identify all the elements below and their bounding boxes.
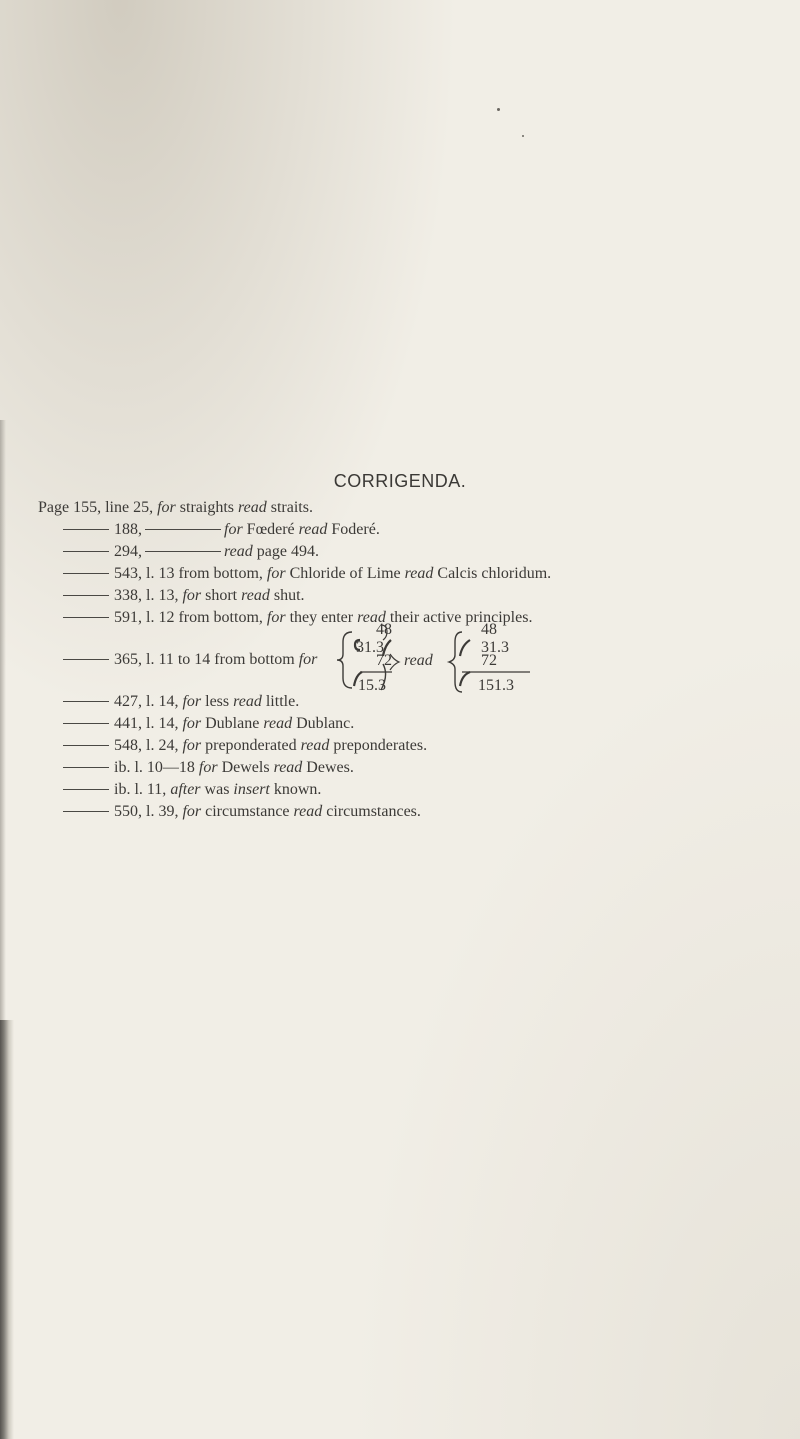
page-number: 365,: [114, 651, 142, 668]
ditto-dash: [63, 789, 109, 790]
read-word: read: [293, 803, 323, 820]
wrong-value: 72: [376, 652, 392, 669]
page-number: 427,: [114, 693, 142, 710]
wrong-text: less: [205, 693, 230, 710]
right-text: preponderates.: [333, 737, 428, 754]
ditto-dash: [63, 767, 109, 768]
right-text: shut.: [273, 587, 305, 604]
after-word: after: [170, 781, 201, 798]
page-number: 591,: [114, 609, 142, 626]
page-number: 338,: [114, 587, 142, 604]
for-word: for: [182, 715, 202, 732]
read-word: read: [300, 737, 330, 754]
right-text: little.: [265, 693, 300, 710]
page-number: 548,: [114, 737, 142, 754]
wrong-value: 15.3: [358, 677, 386, 694]
line-ref: l. 13,: [146, 587, 179, 604]
wrong-text: straights: [179, 499, 234, 516]
for-word: for: [198, 759, 218, 776]
wrong-value: 31.3: [356, 639, 384, 656]
right-text: circumstances.: [326, 803, 421, 820]
read-word: read: [233, 693, 262, 710]
for-word: for: [266, 565, 286, 582]
context-text: was: [204, 781, 230, 798]
line-ref: l. 11 to 14 from bottom: [146, 651, 295, 668]
line-ref: line 25,: [105, 499, 154, 516]
right-text: Dewes.: [306, 759, 354, 776]
line-ref: l. 24,: [146, 737, 179, 754]
page-number: 294,: [114, 543, 142, 560]
wrong-text: Dublane: [205, 715, 260, 732]
line-ref: l. 14,: [146, 693, 179, 710]
corrigendum-line: [63, 713, 354, 735]
ditto-dash: [63, 701, 109, 702]
wrong-text: Dewels: [221, 759, 270, 776]
read-word: read: [273, 759, 303, 776]
line-ref: l. 11,: [134, 781, 167, 798]
wrong-value: 48: [376, 621, 392, 638]
for-word: for: [157, 499, 176, 516]
right-text: straits.: [270, 499, 313, 516]
for-word: for: [182, 737, 202, 754]
right-text: Calcis chloridum.: [437, 565, 552, 582]
ditto-dash: [63, 811, 109, 812]
for-word: for: [298, 651, 318, 668]
right-text: Foderé.: [331, 521, 380, 538]
page-number: ib.: [114, 759, 131, 776]
wrong-text: they enter: [289, 609, 354, 626]
corrigendum-line: [63, 779, 321, 801]
right-text: their active principles.: [389, 609, 533, 626]
wrong-text: Fœderé: [246, 521, 295, 538]
for-word: for: [182, 803, 202, 820]
line-ref: l. 13 from bottom,: [146, 565, 263, 582]
page-title: CORRIGENDA.: [333, 471, 467, 491]
right-text: Dublanc.: [296, 715, 355, 732]
ditto-dash: [63, 723, 109, 724]
for-word: for: [266, 609, 286, 626]
page-number: 188,: [114, 521, 142, 538]
line-ref: l. 14,: [146, 715, 179, 732]
read-word: read: [357, 609, 386, 626]
wrong-text: short: [205, 587, 238, 604]
wrong-text: circumstance: [205, 803, 290, 820]
for-word: for: [182, 693, 202, 710]
insert-word: insert: [233, 781, 270, 798]
page-label: Page: [38, 499, 70, 516]
ditto-dash: [63, 745, 109, 746]
page-number: 543,: [114, 565, 142, 582]
wrong-text: Chloride of Lime: [289, 565, 401, 582]
corrigendum-line: [63, 757, 354, 779]
inner-brace: [460, 640, 470, 656]
read-word: read: [238, 499, 267, 516]
corrigendum-line: [63, 735, 427, 757]
right-value: 31.3: [481, 639, 509, 656]
right-text: known.: [273, 781, 322, 798]
page-number: ib.: [114, 781, 131, 798]
read-word: read: [404, 565, 434, 582]
line-ref: l. 10—18: [134, 759, 195, 776]
page-number: 155,: [73, 499, 102, 516]
corrigendum-line: [63, 801, 421, 823]
for-word: for: [224, 521, 243, 538]
right-value: 151.3: [478, 677, 514, 694]
page-number: 550,: [114, 803, 142, 820]
read-word: read: [404, 652, 433, 669]
read-word: read: [263, 715, 293, 732]
right-text: page 494.: [256, 543, 319, 560]
line-ref: l. 39,: [146, 803, 179, 820]
corrigendum-line: [63, 691, 299, 713]
page-number: 441,: [114, 715, 142, 732]
wrong-text: preponderated: [205, 737, 297, 754]
inner-brace: [460, 672, 470, 686]
right-value: 48: [481, 621, 497, 638]
read-word: read: [298, 521, 328, 538]
right-value: 72: [481, 652, 497, 669]
read-word: read: [241, 587, 270, 604]
read-word: read: [224, 543, 253, 560]
for-word: for: [182, 587, 202, 604]
line-ref: l. 12 from bottom,: [146, 609, 263, 626]
